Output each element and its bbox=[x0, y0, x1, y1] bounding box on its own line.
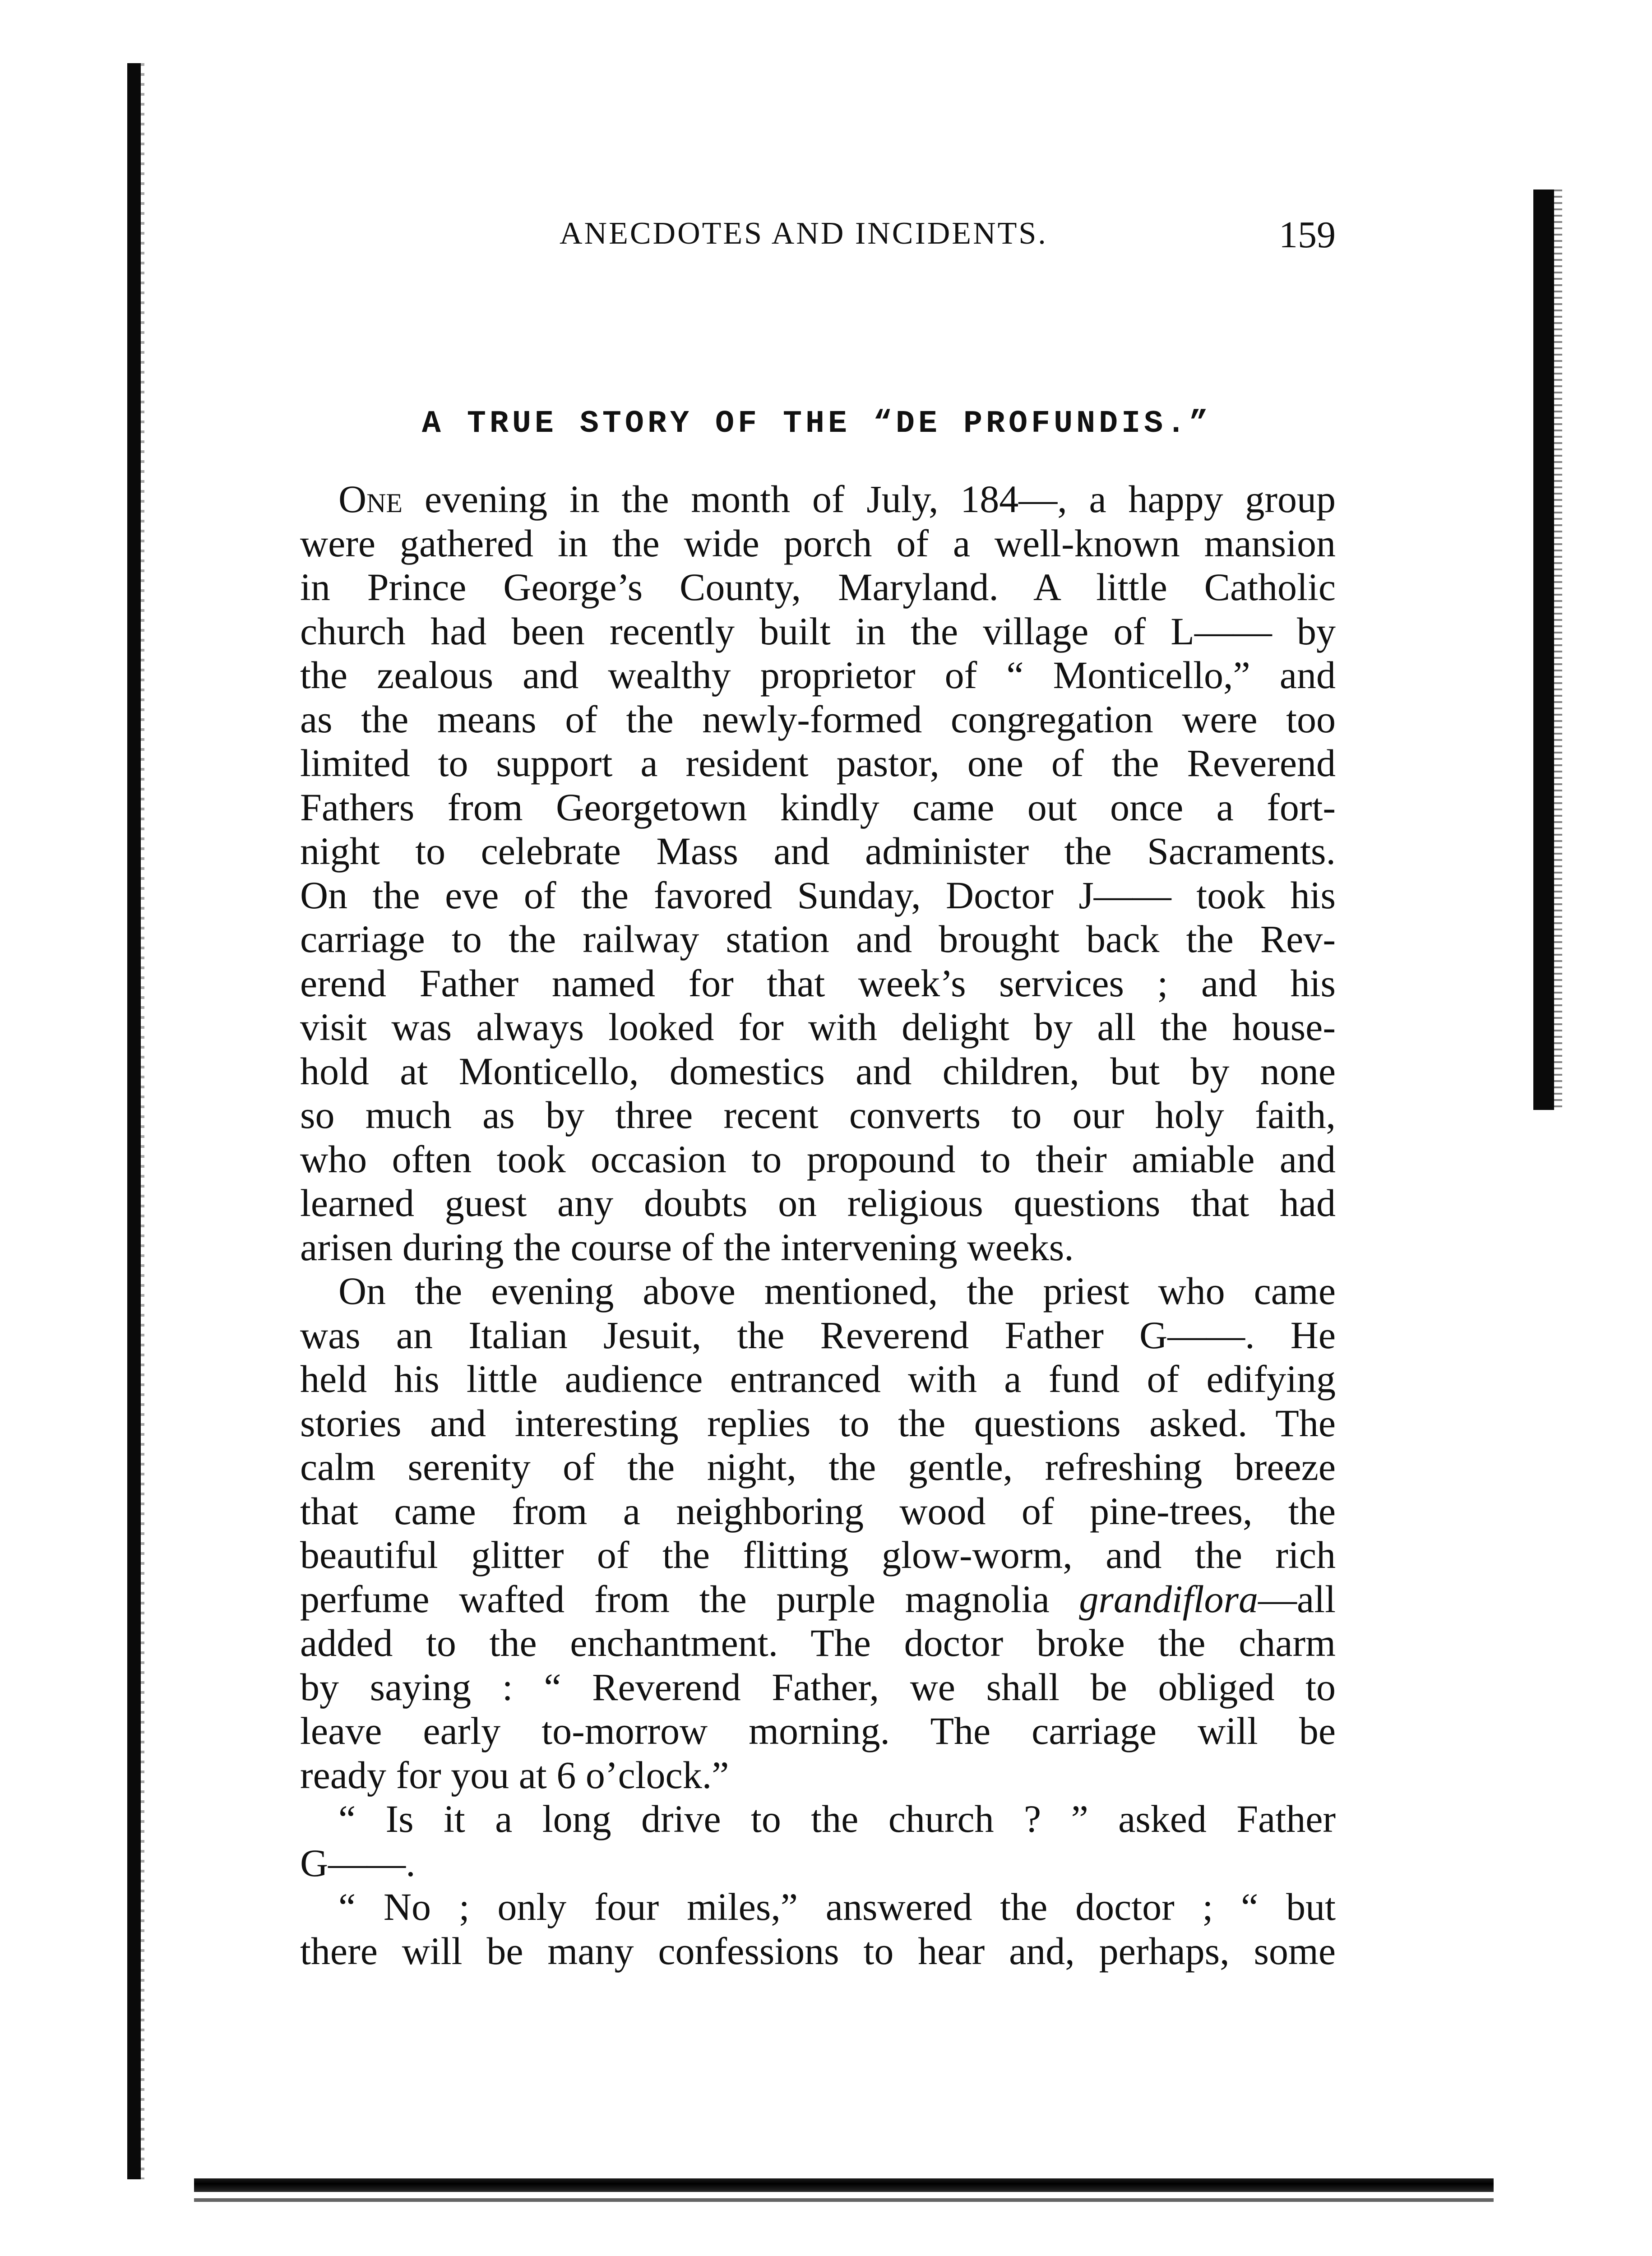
text-line: in Prince George’s County, Maryland. A little Catholic bbox=[300, 565, 1336, 609]
text-line: Fathers from Georgetown kindly came out once a fort- bbox=[300, 785, 1336, 829]
text-line: held his little audience entranced with a fund of edifying bbox=[300, 1357, 1336, 1401]
scan-edge-bottom-thin bbox=[194, 2198, 1494, 2202]
text-line: who often took occasion to propound to their amiable and bbox=[300, 1137, 1336, 1181]
story-title: A TRUE STORY OF THE “DE PROFUNDIS.” bbox=[421, 406, 1212, 442]
text-line: erend Father named for that week’s services ; and his bbox=[300, 961, 1336, 1005]
scan-edge-right bbox=[1533, 190, 1554, 1110]
text-line: added to the enchantment. The doctor broke the charm bbox=[300, 1621, 1336, 1664]
text-line: leave early to-morrow morning. The carriage will be bbox=[300, 1709, 1336, 1752]
text-line: On the eve of the favored Sunday, Doctor J—— took his bbox=[300, 873, 1336, 917]
text-line: “ No ; only four miles,” answered the doctor ; “ but bbox=[338, 1885, 1336, 1928]
text-line: One evening in the month of July, 184—, a happy group bbox=[338, 477, 1336, 521]
text-line: perfume wafted from the purple magnolia grandiflora—all bbox=[300, 1577, 1336, 1621]
text-line: learned guest any doubts on religious questions that had bbox=[300, 1181, 1336, 1225]
text-line: hold at Monticello, domestics and children, but by none bbox=[300, 1049, 1336, 1093]
text-line: night to celebrate Mass and administer the Sacraments. bbox=[300, 829, 1336, 873]
text-line: calm serenity of the night, the gentle, refreshing breeze bbox=[300, 1445, 1336, 1489]
scan-edge-bottom bbox=[194, 2178, 1494, 2192]
running-title: ANECDOTES AND INCIDENTS. bbox=[560, 216, 1048, 251]
text-line: the zealous and wealthy proprietor of “ Monticello,” and bbox=[300, 653, 1336, 697]
text-line: limited to support a resident pastor, one of the Reverend bbox=[300, 741, 1336, 785]
scan-binding-edge-left bbox=[127, 63, 141, 2179]
text-line: ready for you at 6 o’clock.” bbox=[300, 1753, 729, 1797]
story-body bbox=[300, 477, 1336, 1973]
text-line: “ Is it a long drive to the church ? ” asked Father bbox=[338, 1797, 1336, 1840]
text-line: beautiful glitter of the flitting glow-worm, and the rich bbox=[300, 1533, 1336, 1576]
text-line: arisen during the course of the intervening weeks. bbox=[300, 1225, 1074, 1269]
opening-word: One bbox=[338, 477, 403, 521]
text-line: as the means of the newly-formed congregation were too bbox=[300, 697, 1336, 741]
scan-edge-fray-right bbox=[1554, 190, 1562, 1110]
text-line: church had been recently built in the village of L—— by bbox=[300, 609, 1336, 653]
text-line: that came from a neighboring wood of pine-trees, the bbox=[300, 1489, 1336, 1533]
scan-edge-fray-left bbox=[141, 63, 144, 2179]
text-line: On the evening above mentioned, the priest who came bbox=[338, 1269, 1336, 1313]
text-line: were gathered in the wide porch of a well-known mansion bbox=[300, 521, 1336, 565]
text-line: G——. bbox=[300, 1841, 416, 1885]
italic-term: grandiflora bbox=[1079, 1577, 1259, 1621]
text-line: was an Italian Jesuit, the Reverend Father G——. He bbox=[300, 1313, 1336, 1357]
text-line: so much as by three recent converts to our holy faith, bbox=[300, 1093, 1336, 1137]
text-line: stories and interesting replies to the questions asked. The bbox=[300, 1401, 1336, 1445]
page-number: 159 bbox=[1279, 214, 1336, 256]
text-line: by saying : “ Reverend Father, we shall be obliged to bbox=[300, 1665, 1336, 1709]
text-line: visit was always looked for with delight by all the house- bbox=[300, 1005, 1336, 1049]
text-line: there will be many confessions to hear and, perhaps, some bbox=[300, 1929, 1336, 1973]
running-head bbox=[298, 216, 1336, 265]
text-line: carriage to the railway station and brought back the Rev- bbox=[300, 917, 1336, 961]
